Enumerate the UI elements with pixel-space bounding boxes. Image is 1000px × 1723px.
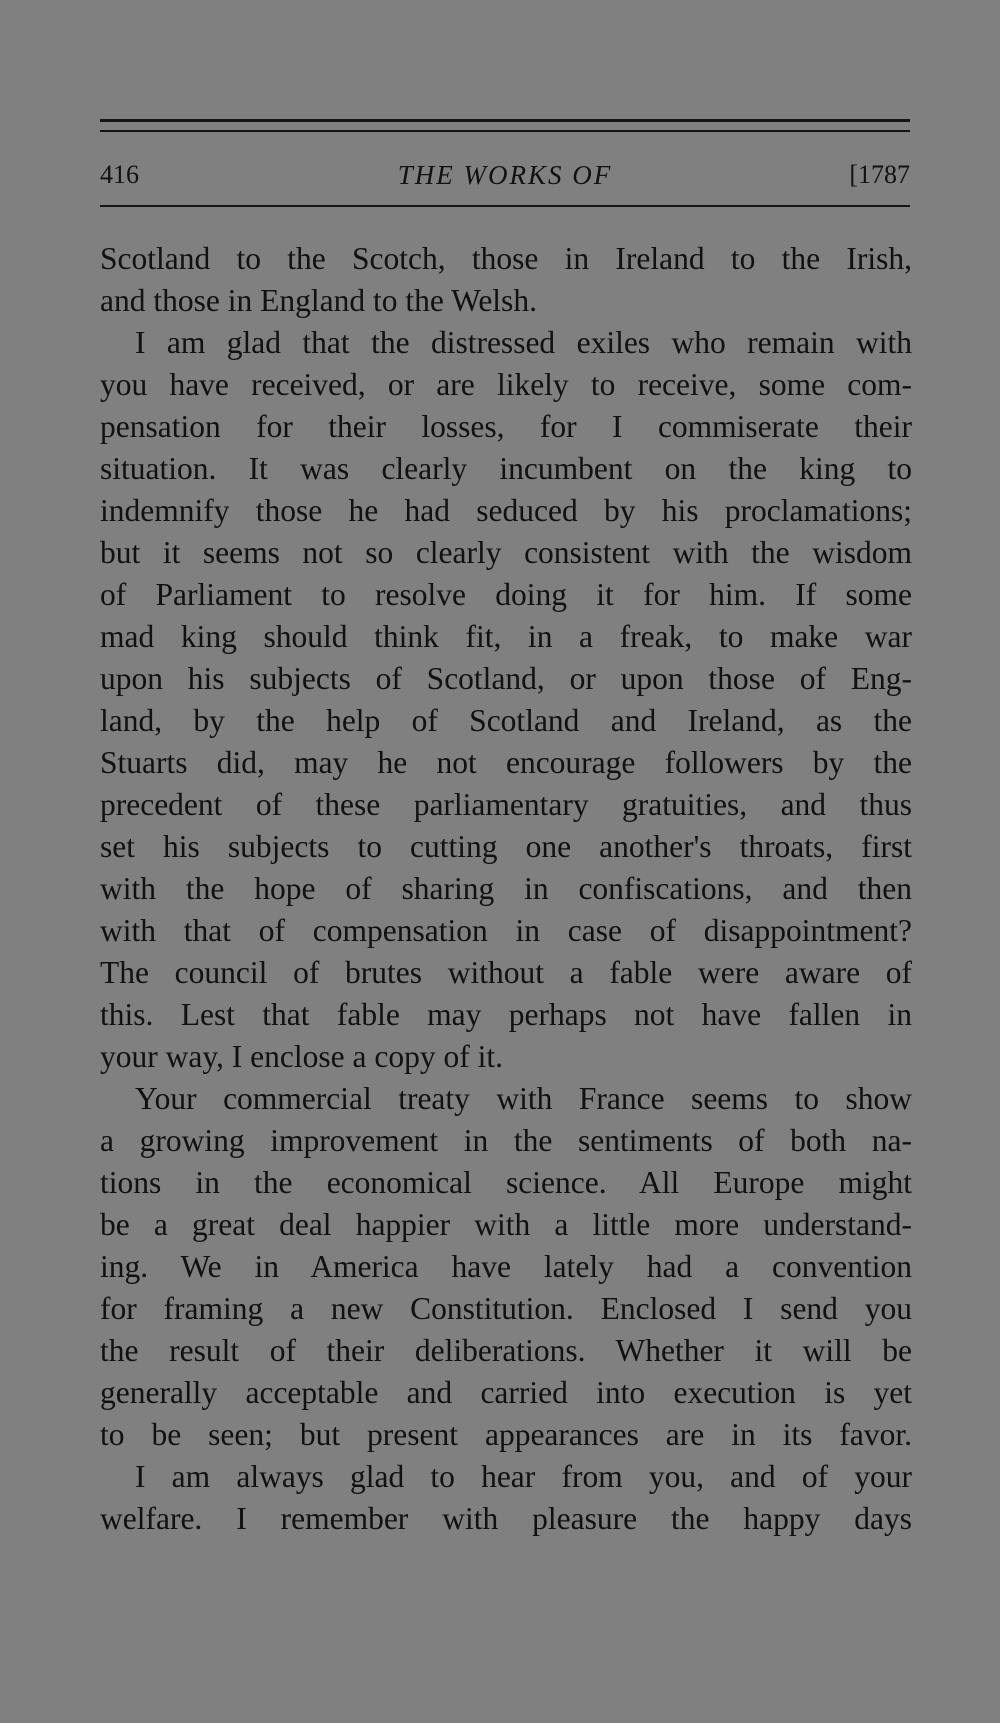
text-line: upon his subjects of Scotland, or upon those of Eng- bbox=[100, 661, 912, 696]
top-rule-thin bbox=[100, 130, 910, 132]
text-line: welfare. I remember with pleasure the happy days bbox=[100, 1501, 912, 1536]
text-line: to be seen; but present appearances are in its favor. bbox=[100, 1417, 912, 1452]
text-line: and those in England to the Welsh. bbox=[100, 283, 537, 318]
text-line: generally acceptable and carried into execution is yet bbox=[100, 1375, 912, 1410]
text-line: but it seems not so clearly consistent with the wisdom bbox=[100, 535, 912, 570]
text-line: situation. It was clearly incumbent on the king to bbox=[100, 451, 912, 486]
text-line: with the hope of sharing in confiscations, and then bbox=[100, 871, 912, 906]
text-line: Stuarts did, may he not encourage followers by the bbox=[100, 745, 912, 780]
text-line: be a great deal happier with a little more understand- bbox=[100, 1207, 912, 1242]
text-line: land, by the help of Scotland and Ireland, as the bbox=[100, 703, 912, 738]
header-rule bbox=[100, 205, 910, 207]
text-line: you have received, or are likely to receive, some com- bbox=[100, 367, 912, 402]
text-line: a growing improvement in the sentiments of both na- bbox=[100, 1123, 912, 1158]
text-line: mad king should think fit, in a freak, to make war bbox=[100, 619, 912, 654]
paragraph-start-line: Your commercial treaty with France seems to show bbox=[135, 1081, 912, 1116]
running-year: [1787 bbox=[849, 160, 910, 189]
paragraph-start-line: I am always glad to hear from you, and of your bbox=[135, 1459, 912, 1494]
text-line: indemnify those he had seduced by his proclamations; bbox=[100, 493, 912, 528]
text-line: pensation for their losses, for I commiserate their bbox=[100, 409, 912, 444]
text-line: set his subjects to cutting one another's throats, first bbox=[100, 829, 912, 864]
running-head bbox=[100, 155, 910, 195]
text-line: with that of compensation in case of disappointment? bbox=[100, 913, 912, 948]
text-line: precedent of these parliamentary gratuities, and thus bbox=[100, 787, 912, 822]
top-rule bbox=[100, 119, 910, 122]
paragraph-start-line: I am glad that the distressed exiles who remain with bbox=[135, 325, 912, 360]
text-line: of Parliament to resolve doing it for him. If some bbox=[100, 577, 912, 612]
text-line: ing. We in America have lately had a convention bbox=[100, 1249, 912, 1284]
text-line: for framing a new Constitution. Enclosed I send you bbox=[100, 1291, 912, 1326]
page-number: 416 bbox=[100, 160, 139, 189]
body-text bbox=[100, 238, 912, 1540]
text-line: Scotland to the Scotch, those in Ireland to the Irish, bbox=[100, 241, 912, 276]
text-line: your way, I enclose a copy of it. bbox=[100, 1039, 503, 1074]
running-title: THE WORKS OF bbox=[397, 160, 613, 190]
text-line: tions in the economical science. All Europe might bbox=[100, 1165, 912, 1200]
text-line: the result of their deliberations. Whether it will be bbox=[100, 1333, 912, 1368]
text-line: The council of brutes without a fable were aware of bbox=[100, 955, 912, 990]
text-line: this. Lest that fable may perhaps not have fallen in bbox=[100, 997, 912, 1032]
